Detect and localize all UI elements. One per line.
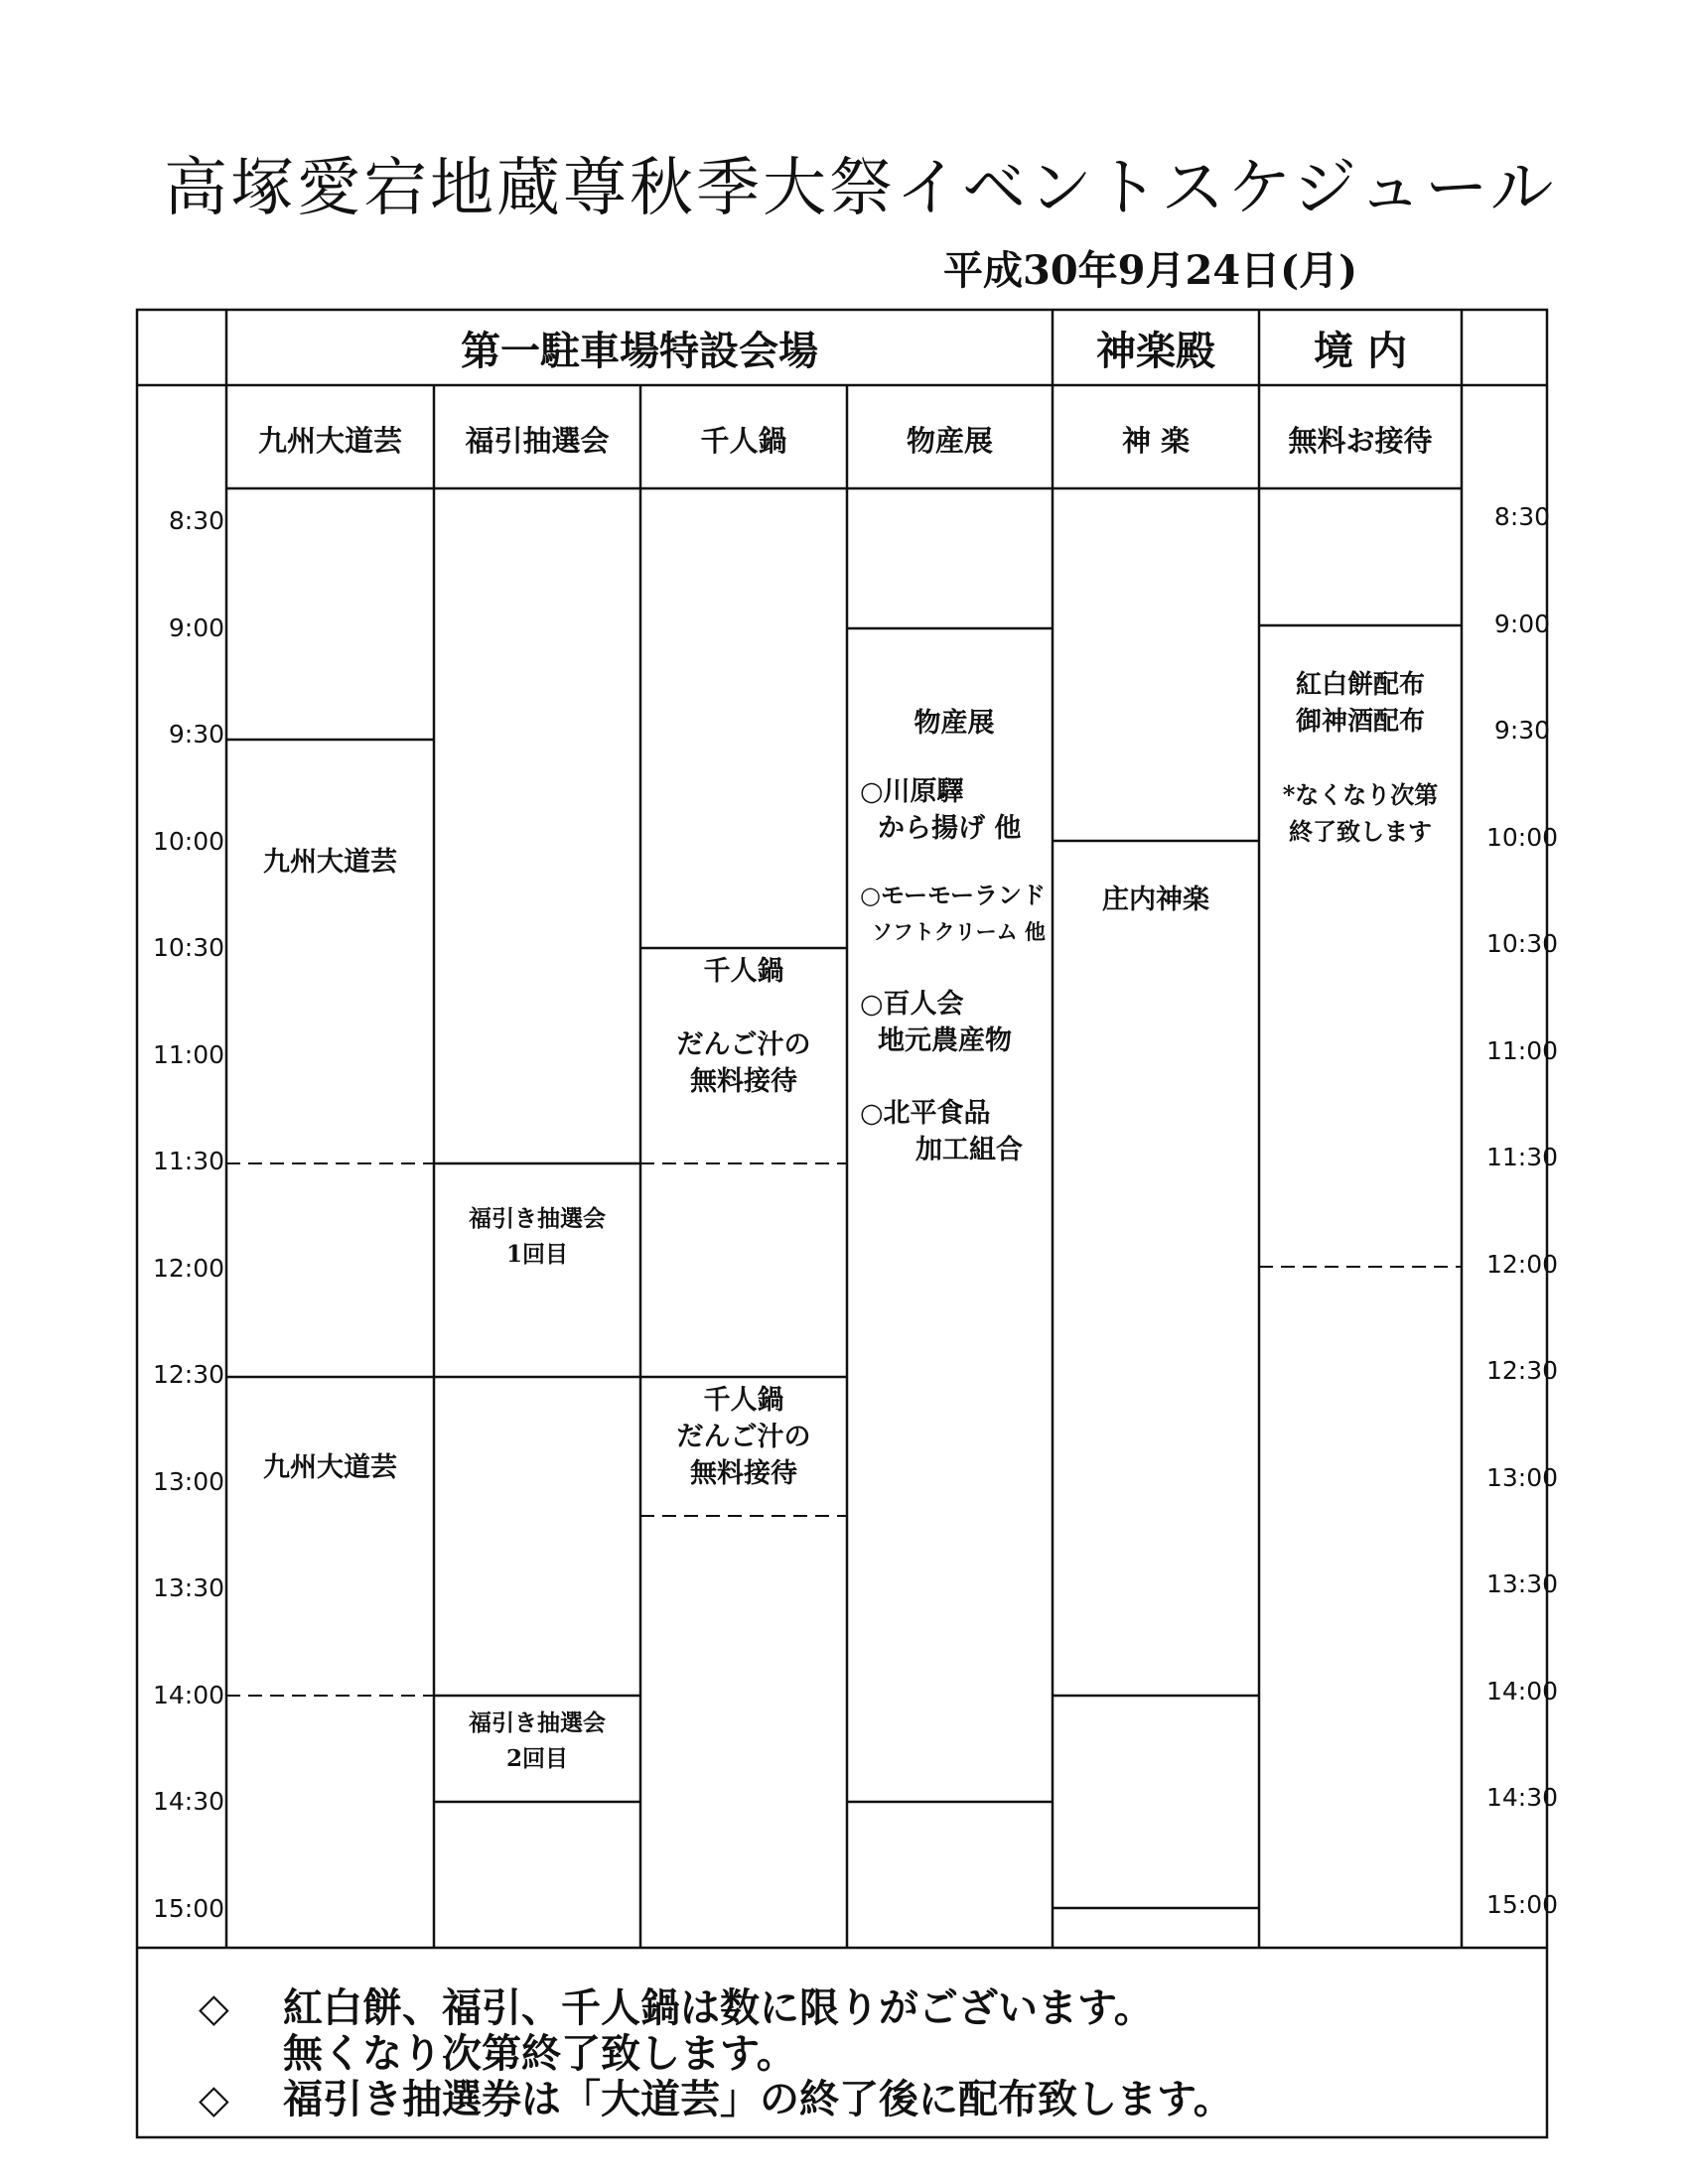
event-nabe-1 — [640, 953, 847, 1100]
time-label: 15:00 — [1485, 1889, 1559, 1919]
note-line: 福引き抽選券は「大道芸」の終了後に配布致します。 — [283, 2076, 1233, 2122]
time-label: 8:30 — [1493, 502, 1551, 531]
diamond-icon: ◇ — [199, 1985, 229, 2031]
cell-line: 福引き抽選会 — [469, 1205, 606, 1232]
time-label: 13:30 — [152, 1573, 224, 1602]
cell-line: 1回目 — [505, 1241, 568, 1268]
time-label: 11:00 — [152, 1039, 224, 1069]
column-header-fukubiki: 福引抽選会 — [465, 423, 610, 458]
venue-parking: 第一駐車場特設会場 — [461, 327, 818, 374]
time-label: 9:30 — [1493, 716, 1551, 745]
cell-line: 千人鍋 — [703, 1385, 784, 1416]
time-label: 10:30 — [1485, 929, 1559, 958]
note-item — [199, 2077, 1489, 2122]
notes — [199, 1985, 1489, 2122]
venue-keidai: 境 内 — [1314, 327, 1407, 374]
bussan-vendor: ○川原驛 — [860, 776, 964, 807]
cell-line: だんご汁の — [676, 1422, 811, 1452]
time-label: 12:30 — [1485, 1356, 1559, 1385]
time-label: 10:00 — [1485, 822, 1559, 852]
cell-line: 千人鍋 — [703, 956, 784, 987]
time-label: 11:30 — [1485, 1143, 1559, 1171]
cell-line: だんご汁の — [676, 1029, 811, 1060]
event-daidogei-1: 九州大道芸 — [263, 847, 397, 878]
time-label: 12:00 — [1485, 1249, 1559, 1279]
note-line: 無くなり次第終了致します。 — [283, 2030, 796, 2077]
time-label: 12:00 — [152, 1253, 224, 1283]
time-label: 13:00 — [152, 1466, 224, 1496]
bussan-item — [860, 1095, 1049, 1168]
time-label: 13:00 — [1485, 1462, 1559, 1492]
bussan-vendor: ○百人会 — [860, 989, 964, 1020]
cell-line: 御神酒配布 — [1295, 707, 1425, 737]
cell-line: 紅白餅配布 — [1295, 670, 1425, 700]
time-label: 8:30 — [168, 506, 224, 535]
cell-line: 2回目 — [505, 1745, 568, 1772]
cell-line: 福引き抽選会 — [469, 1709, 606, 1736]
bussan-product: 地元農産物 — [878, 1025, 1012, 1056]
bussan-item — [860, 986, 1049, 1059]
time-label: 10:30 — [152, 933, 224, 962]
event-fukubiki-1 — [434, 1201, 640, 1273]
time-label: 9:00 — [168, 613, 224, 642]
diamond-icon: ◇ — [199, 2077, 229, 2122]
bussan-heading: 物産展 — [914, 708, 995, 739]
event-settai — [1259, 667, 1462, 850]
bussan-vendor: ○北平食品 — [860, 1098, 991, 1129]
event-kagura: 庄内神楽 — [1102, 885, 1209, 915]
note-line: 紅白餅、福引、千人鍋は数に限りがございます。 — [283, 1984, 1154, 2031]
note-item — [199, 1985, 1489, 2077]
venue-kaguraden: 神楽殿 — [1096, 327, 1215, 374]
column-header-settai: 無料お接待 — [1288, 423, 1433, 458]
event-bussan — [860, 705, 1049, 1168]
cell-line: *なくなり次第 — [1282, 780, 1439, 809]
time-label: 9:30 — [168, 720, 224, 749]
column-header-daidogei: 九州大道芸 — [257, 423, 402, 458]
column-header-bussan: 物産展 — [906, 423, 993, 458]
time-label: 15:00 — [152, 1893, 224, 1923]
cell-line — [640, 990, 847, 1026]
time-label: 14:00 — [152, 1680, 224, 1709]
event-daidogei-2: 九州大道芸 — [263, 1452, 397, 1483]
column-header-kagura: 神 楽 — [1121, 423, 1191, 458]
time-label: 10:00 — [152, 826, 224, 856]
time-label: 14:00 — [1485, 1676, 1559, 1706]
time-label: 9:00 — [1493, 609, 1551, 638]
cell-line: 終了致します — [1289, 817, 1432, 846]
cell-line: 無料接待 — [690, 1066, 797, 1097]
cell-line: 無料接待 — [690, 1458, 797, 1489]
bussan-vendor: ○モーモーランド — [860, 881, 1047, 909]
time-label: 12:30 — [152, 1360, 224, 1389]
bussan-product: ソフトクリーム 他 — [872, 919, 1046, 944]
event-nabe-2 — [640, 1382, 847, 1492]
event-date: 平成30年9月24日(月) — [943, 247, 1358, 294]
bussan-item — [860, 877, 1049, 950]
time-label: 11:30 — [152, 1147, 224, 1175]
page-title: 高塚愛宕地蔵尊秋季大祭イベントスケジュール — [164, 152, 1557, 225]
time-label: 11:00 — [1485, 1035, 1559, 1065]
column-header-nabe: 千人鍋 — [700, 423, 787, 458]
bussan-product: から揚げ 他 — [878, 813, 1022, 844]
bussan-item — [860, 773, 1049, 847]
time-label: 14:30 — [1485, 1783, 1559, 1812]
time-label: 13:30 — [1485, 1570, 1559, 1598]
time-label: 14:30 — [152, 1787, 224, 1816]
bussan-product: 加工組合 — [915, 1135, 1023, 1165]
event-fukubiki-2 — [434, 1706, 640, 1777]
